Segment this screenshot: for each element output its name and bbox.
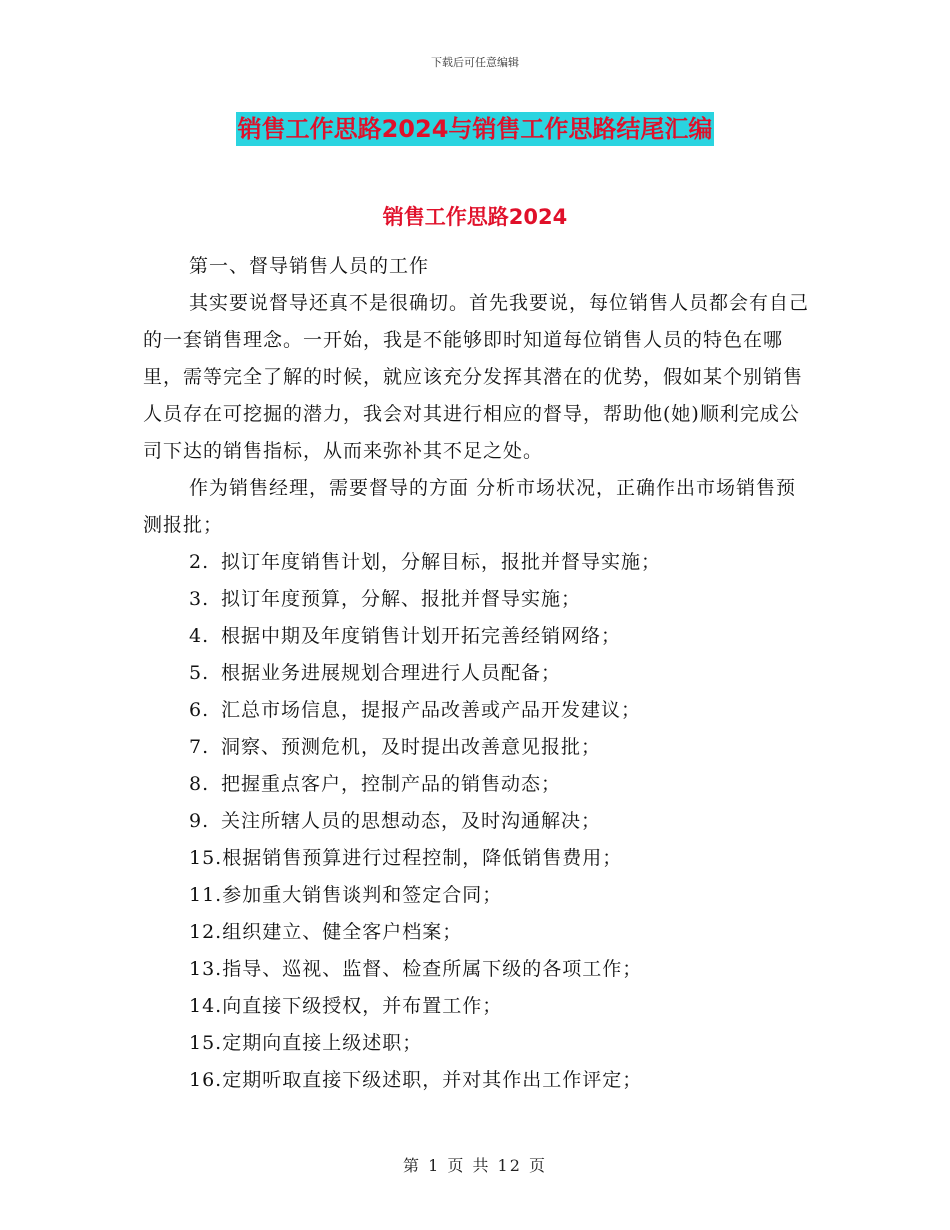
paragraph-heading: 第一、督导销售人员的工作 — [189, 255, 430, 277]
list-number: 8. — [189, 773, 210, 795]
list-text: 组织建立、健全客户档案； — [222, 921, 463, 943]
list-item — [143, 951, 811, 988]
list-number: 13. — [189, 958, 223, 980]
main-title-wrap — [0, 112, 950, 146]
list-text: 指导、巡视、监督、检查所属下级的各项工作； — [222, 958, 643, 980]
list-number: 6. — [189, 699, 210, 721]
paragraph-duties-intro: 作为销售经理，需要督导的方面 分析市场状况，正确作出市场销售预测报批； — [143, 477, 797, 536]
list-number: 15. — [189, 847, 223, 869]
page-footer: 第 1 页 共 12 页 — [403, 1156, 547, 1175]
list-item — [143, 840, 811, 877]
main-title: 销售工作思路2024与销售工作思路结尾汇编 — [236, 112, 715, 146]
list-item — [143, 544, 811, 581]
list-number: 2. — [189, 551, 210, 573]
section-title: 销售工作思路2024 — [382, 205, 568, 229]
list-item — [143, 914, 811, 951]
list-number: 9. — [189, 810, 210, 832]
list-item — [143, 1062, 811, 1099]
list-number: 16. — [189, 1069, 223, 1091]
paragraph-body: 其实要说督导还真不是很确切。首先我要说，每位销售人员都会有自己的一套销售理念。一开始，我是不能够即时知道每位销售人员的特色在哪里，需等完全了解的时候，就应该充分发挥其潜在的优势，假如某个别销售人员存在可挖掘的潜力，我会对其进行相应的督导，帮助他(她)顺利完成公司下达的销售指标，从而来弥补其不足之处。 — [143, 292, 810, 462]
list-number: 4. — [189, 625, 210, 647]
list-item — [143, 988, 811, 1025]
list-text: 参加重大销售谈判和签定合同； — [222, 884, 503, 906]
list-text: 关注所辖人员的思想动态，及时沟通解决； — [221, 810, 602, 832]
list-number: 7. — [189, 736, 210, 758]
list-text: 根据销售预算进行过程控制，降低销售费用； — [222, 847, 623, 869]
list-item — [143, 692, 811, 729]
list-number: 14. — [189, 995, 223, 1017]
list-item — [143, 618, 811, 655]
list-text: 向直接下级授权，并布置工作； — [222, 995, 503, 1017]
list-item — [143, 877, 811, 914]
list-item — [143, 655, 811, 692]
list-text: 洞察、预测危机，及时提出改善意见报批； — [221, 736, 602, 758]
header-note: 下载后可任意编辑 — [431, 56, 519, 69]
list-number: 12. — [189, 921, 223, 943]
list-text: 拟订年度销售计划，分解目标，报批并督导实施； — [221, 551, 662, 573]
list-text: 拟订年度预算，分解、报批并督导实施； — [221, 588, 582, 610]
list-text: 把握重点客户，控制产品的销售动态； — [221, 773, 562, 795]
list-text: 根据业务进展规划合理进行人员配备； — [221, 662, 562, 684]
list-text: 汇总市场信息，提报产品改善或产品开发建议； — [221, 699, 642, 721]
list-item — [143, 1025, 811, 1062]
list-text: 定期向直接上级述职； — [222, 1032, 423, 1054]
list-item — [143, 729, 811, 766]
document-body — [143, 248, 811, 1099]
list-text: 根据中期及年度销售计划开拓完善经销网络； — [221, 625, 622, 647]
list-item — [143, 766, 811, 803]
list-text: 定期听取直接下级述职，并对其作出工作评定； — [222, 1069, 643, 1091]
list-number: 3. — [189, 588, 210, 610]
list-number: 15. — [189, 1032, 223, 1054]
list-number: 5. — [189, 662, 210, 684]
list-item — [143, 581, 811, 618]
list-item — [143, 803, 811, 840]
list-number: 11. — [189, 884, 223, 906]
